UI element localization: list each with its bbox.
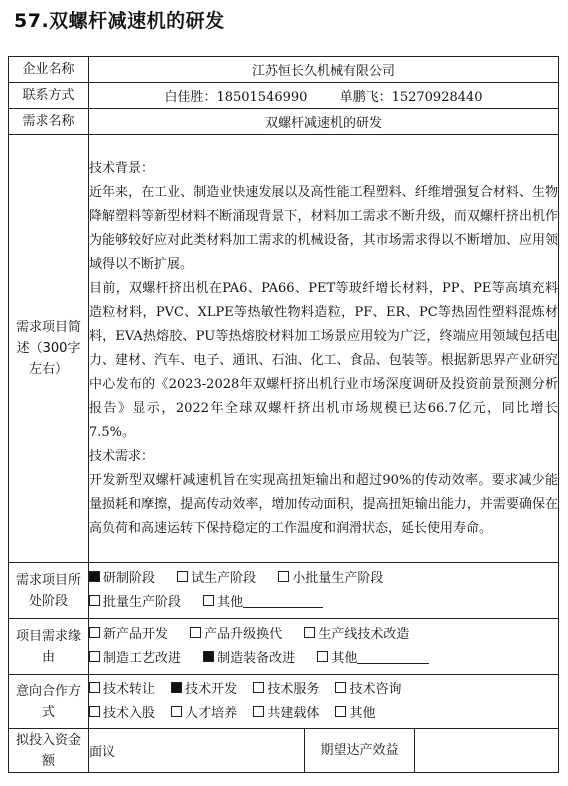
checkbox-icon[interactable] <box>335 682 346 693</box>
stage-option[interactable]: 其他 <box>203 591 323 615</box>
checkbox-icon[interactable] <box>190 627 201 638</box>
company-row <box>9 57 559 83</box>
reason-option[interactable]: 其他 <box>317 647 429 671</box>
coop-row <box>9 675 559 729</box>
checkbox-icon[interactable] <box>89 571 100 582</box>
coop-label: 意向合作方式 <box>9 675 89 729</box>
checkbox-icon[interactable] <box>171 682 182 693</box>
reason-option[interactable]: 新产品开发 <box>89 623 168 647</box>
coop-options <box>89 675 559 729</box>
contact-label: 联系方式 <box>9 83 89 109</box>
coop-option[interactable]: 人才培养 <box>171 702 237 726</box>
checkbox-icon[interactable] <box>89 651 100 662</box>
background-paragraph-1: 近年来，在工业、制造业快速发展以及高性能工程塑料、纤维增强复合材料、生物降解塑料等新型材料不断涌现背景下，材料加工需求不断升级，而双螺杆挤出机作为能够较好应对此类材料加工需求的机械设备，其市场需求得以不断增加、应用领域得以不断扩展。 <box>89 184 559 272</box>
checkbox-icon[interactable] <box>278 571 289 582</box>
checkbox-icon[interactable] <box>304 627 315 638</box>
reason-option[interactable]: 生产线技术改造 <box>304 623 409 647</box>
checkbox-icon[interactable] <box>335 706 346 717</box>
checkbox-icon[interactable] <box>89 706 100 717</box>
coop-option[interactable]: 技术开发 <box>171 678 237 702</box>
requirement-paragraph: 开发新型双螺杆减速机旨在实现高扭矩输出和超过90%的传动效率。要求减少能量损耗和摩擦，提高传动效率，增加传动面积，提高扭矩输出能力，并需要确保在高负荷和高速运转下保持稳定的工作温度和润滑状态，延长使用寿命。 <box>89 472 559 536</box>
checkbox-icon[interactable] <box>177 571 188 582</box>
reason-option[interactable]: 制造工艺改进 <box>89 647 181 671</box>
investment-value: 面议 <box>89 729 305 773</box>
coop-option[interactable]: 技术咨询 <box>335 678 401 702</box>
page-title: 57.双螺杆减速机的研发 <box>14 10 225 32</box>
demand-name-value: 双螺杆减速机的研发 <box>89 109 559 135</box>
contact-person-2: 单鹏飞：15270928440 <box>339 90 483 105</box>
coop-option[interactable]: 技术服务 <box>253 678 319 702</box>
demand-name-label: 需求名称 <box>9 109 89 135</box>
description-row <box>9 135 559 563</box>
reason-option[interactable]: 产品升级换代 <box>190 623 282 647</box>
fill-in-blank[interactable] <box>357 649 429 664</box>
checkbox-icon[interactable] <box>89 682 100 693</box>
description-content <box>89 135 559 563</box>
stage-row <box>9 563 559 619</box>
requirement-title: 技术需求： <box>89 448 155 464</box>
coop-option[interactable]: 其他 <box>335 702 375 726</box>
company-value: 江苏恒长久机械有限公司 <box>89 57 559 83</box>
coop-option[interactable]: 技术转让 <box>89 678 155 702</box>
background-paragraph-2: 目前，双螺杆挤出机在PA6、PA66、PET等玻纤增长材料，PP、PE等高填充料造粒材料，PVC、XLPE等热敏性物料造粒，PF、ER、PC等热固性塑料混炼材料，EVA热熔胶、PU等热熔胶材料加工场景应用较为广泛，终端应用领域包括电力、建材、汽车、电子、通讯、石油、化工、食品、包装等。根据新思界产业研究中心发布的《2023-2028年双螺杆挤出机行业市场深度调研及投资前景预测分析报告》显示，2022年全球双螺杆挤出机市场规模已达66.7亿元，同比增长7.5%。 <box>89 280 559 440</box>
checkbox-icon[interactable] <box>203 651 214 662</box>
checkbox-icon[interactable] <box>253 706 264 717</box>
demand-name-row <box>9 109 559 135</box>
checkbox-icon[interactable] <box>89 595 100 606</box>
investment-label: 拟投入资金额 <box>9 729 89 773</box>
reason-options <box>89 619 559 675</box>
fill-in-blank[interactable] <box>243 593 323 608</box>
benefit-value <box>415 729 559 773</box>
background-title: 技术背景： <box>89 160 155 176</box>
stage-option[interactable]: 研制阶段 <box>89 567 155 591</box>
investment-row <box>9 729 559 773</box>
stage-option[interactable]: 小批量生产阶段 <box>278 567 383 591</box>
stage-option[interactable]: 试生产阶段 <box>177 567 256 591</box>
checkbox-icon[interactable] <box>171 706 182 717</box>
stage-options <box>89 563 559 619</box>
stage-label: 需求项目所处阶段 <box>9 563 89 619</box>
contact-row <box>9 83 559 109</box>
description-label: 需求项目简述（300字左右） <box>9 135 89 563</box>
contact-person-1: 白佳胜：18501546990 <box>164 90 308 105</box>
checkbox-icon[interactable] <box>253 682 264 693</box>
checkbox-icon[interactable] <box>89 627 100 638</box>
demand-form-table <box>8 56 559 773</box>
contact-value <box>89 83 559 109</box>
coop-option[interactable]: 共建载体 <box>253 702 319 726</box>
reason-label: 项目需求缘由 <box>9 619 89 675</box>
checkbox-icon[interactable] <box>203 595 214 606</box>
reason-row <box>9 619 559 675</box>
company-label: 企业名称 <box>9 57 89 83</box>
reason-option[interactable]: 制造装备改进 <box>203 647 295 671</box>
coop-option[interactable]: 技术入股 <box>89 702 155 726</box>
checkbox-icon[interactable] <box>317 651 328 662</box>
stage-option[interactable]: 批量生产阶段 <box>89 591 181 615</box>
benefit-label: 期望达产效益 <box>305 729 415 773</box>
